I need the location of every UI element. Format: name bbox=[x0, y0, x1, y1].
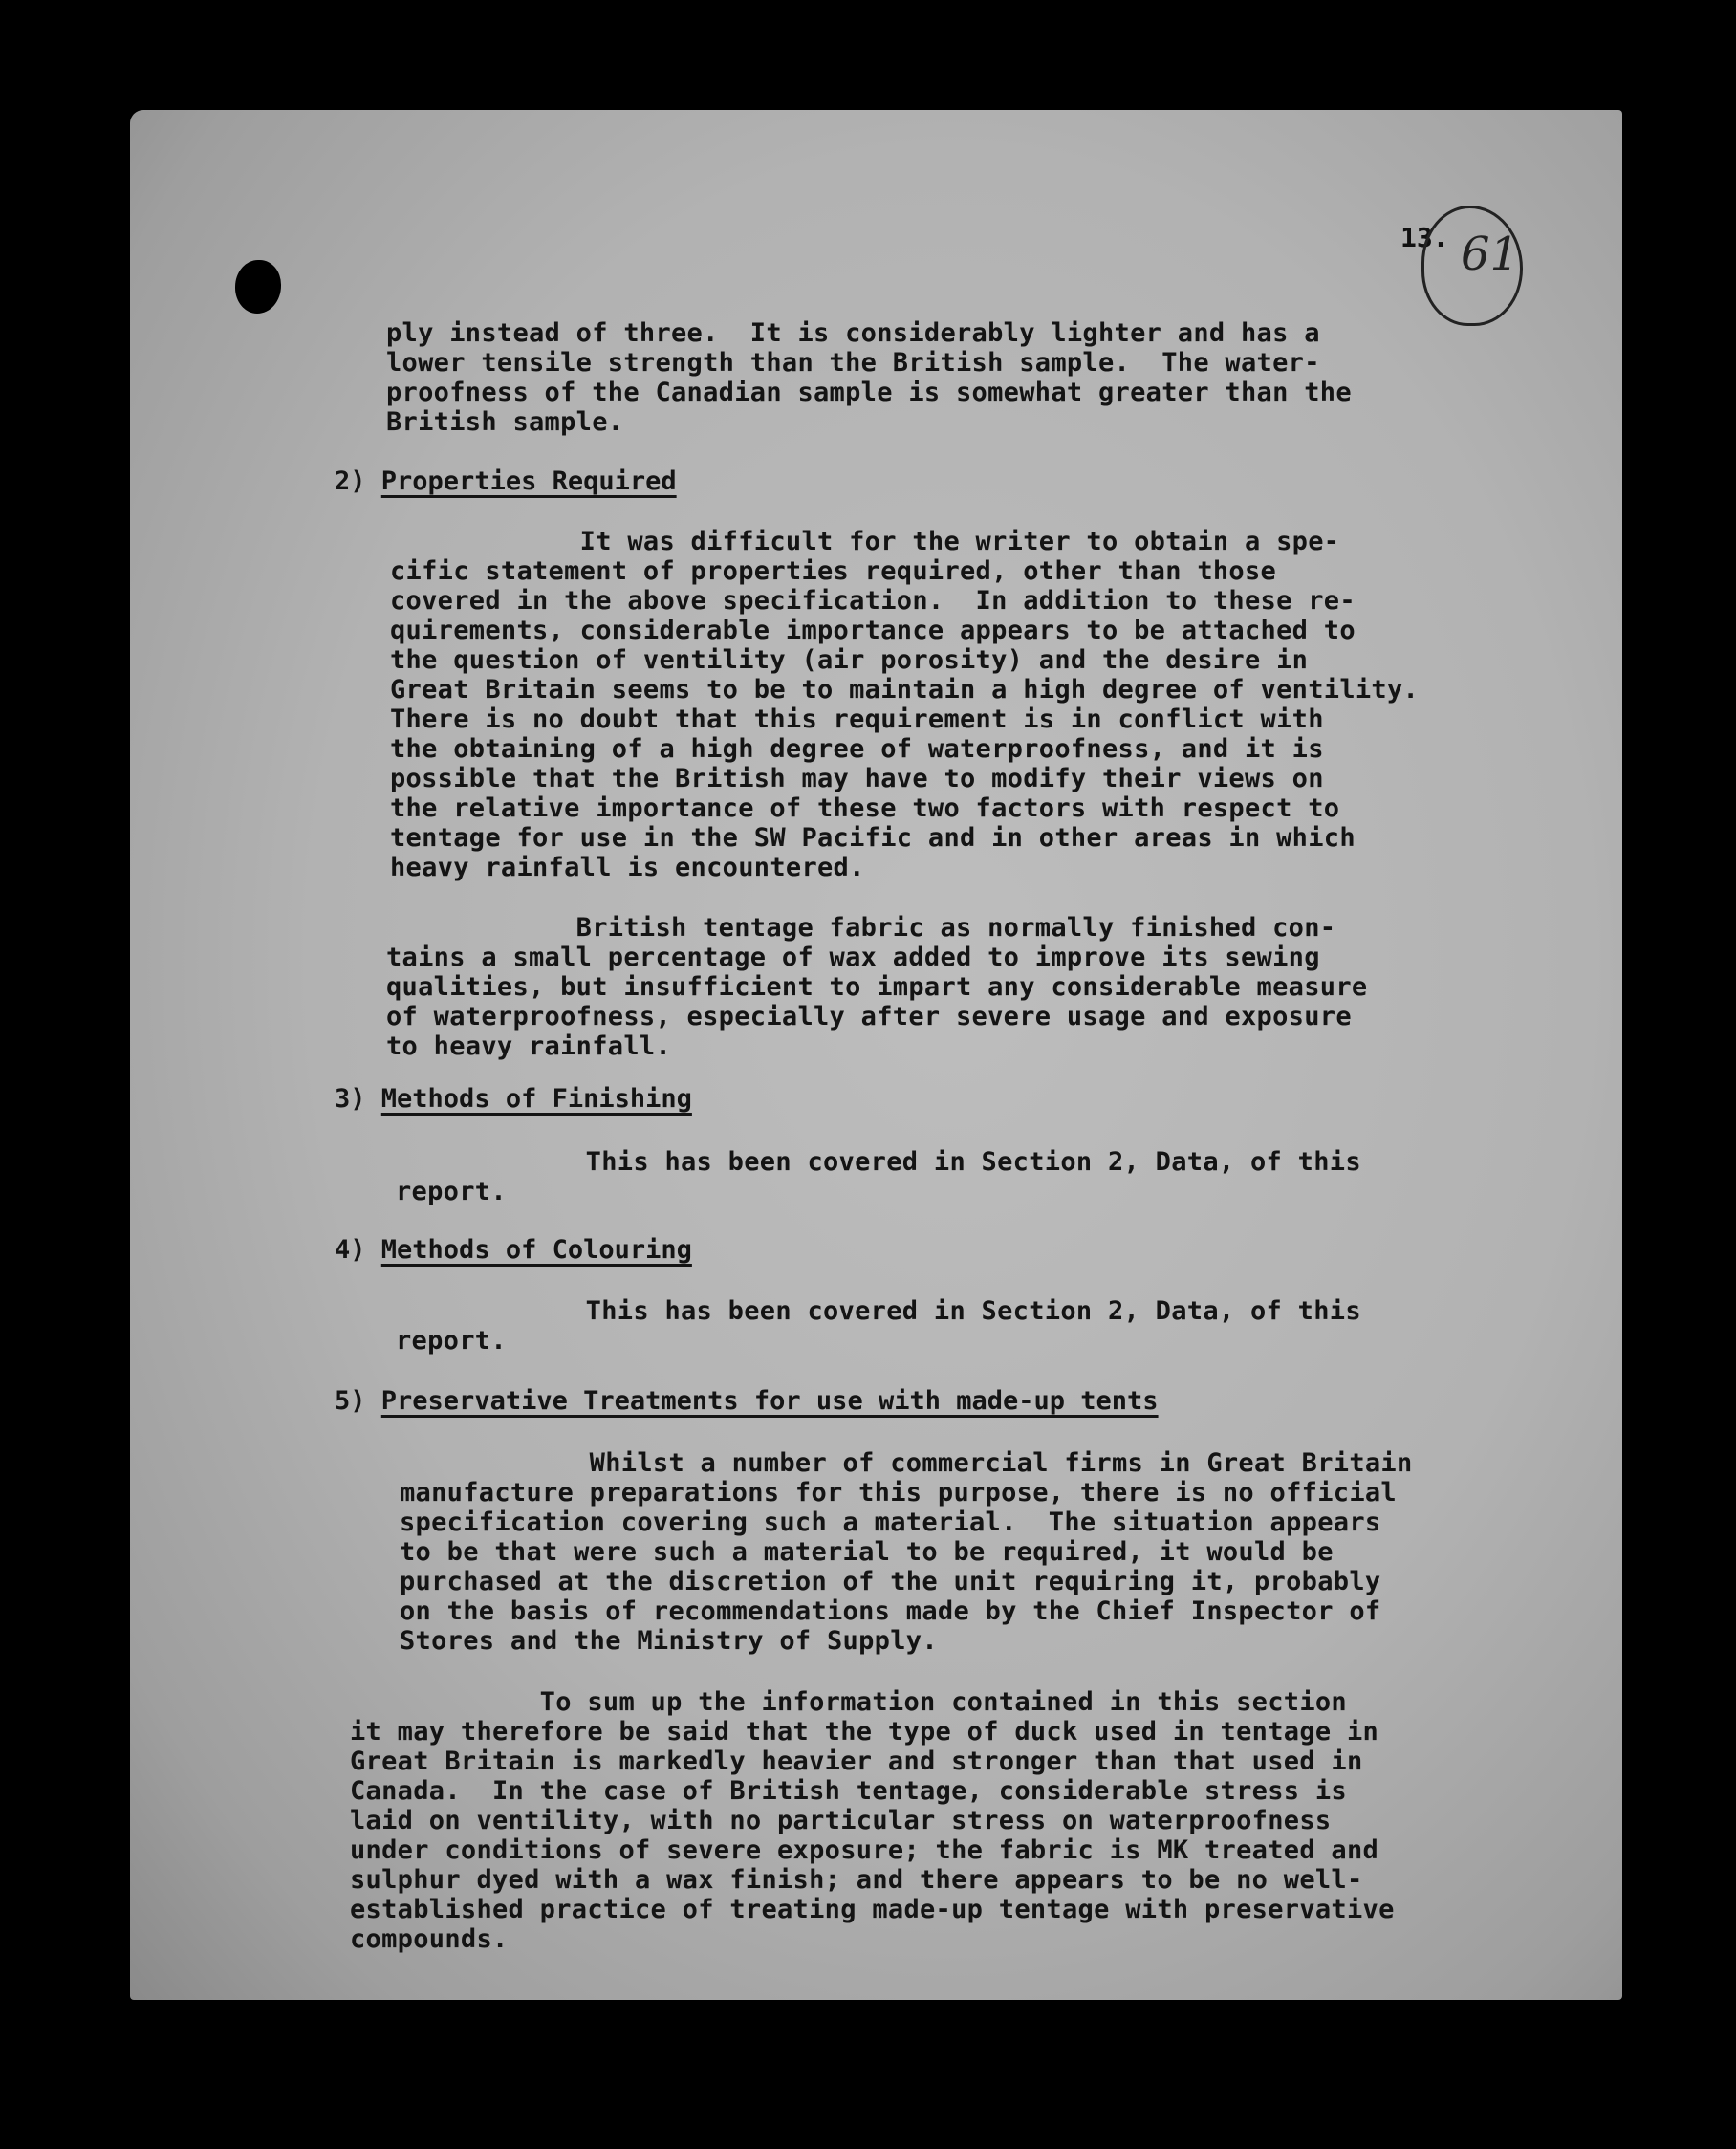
section-number: 2) bbox=[335, 467, 366, 496]
section-heading-4 bbox=[335, 1235, 692, 1265]
section-heading-5 bbox=[335, 1386, 1159, 1416]
section-5-paragraph: Whilst a number of commercial firms in Great Britain manufacture preparations for this purpose, there is no official specification covering such a material. The situation appears to be that were such a material to be required, it would be purchased at the discretion of the unit requiring it, probably on the basis of recommendations made by the Chief Inspector of Stores and the Ministry of Supply. bbox=[400, 1448, 1413, 1656]
section-title: Preservative Treatments for use with made-up tents bbox=[380, 1386, 1159, 1416]
section-number: 5) bbox=[335, 1386, 366, 1416]
intro-paragraph: ply instead of three. It is considerably lighter and has a lower tensile strength than the British sample. The water- proofness of the Canadian sample is somewhat greater than the British sample. bbox=[386, 318, 1352, 437]
section-4-paragraph: This has been covered in Section 2, Data, of this report. bbox=[396, 1296, 1361, 1356]
section-title: Methods of Colouring bbox=[380, 1235, 692, 1265]
section-2-paragraph-1: It was difficult for the writer to obtain a spe- cific statement of properties required, other than those covered in the above specification. In addition to these re- quirements, considerable importance appears to be attached to the question of ventility (air porosity) and the desire in Great Britain seems to be to maintain a high degree of ventility. There is no doubt that this requirement is in conflict with the obtaining of a high degree of waterproofness, and it is possible that the British may have to modify their views on the relative importance of these two factors with respect to tentage for use in the SW Pacific and in other areas in which heavy rainfall is encountered. bbox=[390, 527, 1420, 882]
section-title: Properties Required bbox=[380, 467, 677, 496]
section-3-paragraph: This has been covered in Section 2, Data, of this report. bbox=[396, 1147, 1361, 1206]
handwritten-page-mark: 61 bbox=[1461, 228, 1520, 281]
section-heading-2 bbox=[335, 467, 677, 496]
section-number: 4) bbox=[335, 1235, 366, 1265]
section-title: Methods of Finishing bbox=[380, 1084, 692, 1114]
summary-paragraph: To sum up the information contained in this section it may therefore be said that the type of duck used in tentage in Great Britain is markedly heavier and stronger than that used in Canada. In the case of British tentage, considerable stress is laid on ventility, with no particular stress on waterproofness under conditions of severe exposure; the fabric is MK treated and sulphur dyed with a wax finish; and there appears to be no well- established practice of treating made-up tentage with preservative compounds. bbox=[350, 1687, 1395, 1954]
section-heading-3 bbox=[335, 1084, 692, 1114]
section-number: 3) bbox=[335, 1084, 366, 1114]
page-number: 13. bbox=[1400, 222, 1449, 253]
section-2-paragraph-2: British tentage fabric as normally finished con- tains a small percentage of wax added to improve its sewing qualities, but insufficient to impart any considerable measure of waterproofness, especially after severe usage and exposure to heavy rainfall. bbox=[386, 913, 1368, 1061]
